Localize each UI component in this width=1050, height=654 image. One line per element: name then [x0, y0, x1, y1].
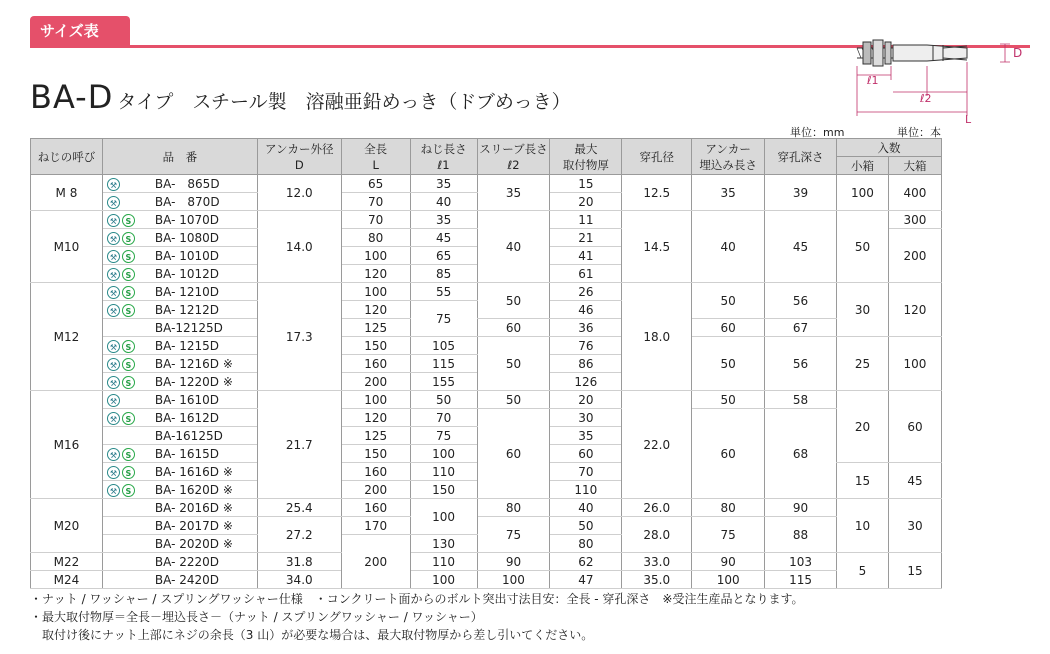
table-cell: 55	[410, 283, 477, 301]
table-cell: 25	[837, 337, 889, 391]
cell-part	[102, 481, 257, 499]
cell-part	[102, 301, 257, 319]
table-cell: 12.5	[622, 175, 692, 211]
blank-icon	[107, 520, 120, 533]
footnote-2: ・最大取付物厚＝全長－埋込長さ－（ナット / スプリングワッシャー / ワッシャー）	[30, 610, 483, 624]
cell-part	[102, 535, 257, 553]
table-cell: 76	[550, 337, 622, 355]
diagram-label-d: D	[1013, 46, 1023, 60]
table-cell: 90	[692, 553, 765, 571]
table-cell: 50	[550, 517, 622, 535]
table-cell: 65	[341, 175, 410, 193]
header-small: 小箱	[837, 157, 889, 175]
table-cell: 200	[341, 535, 410, 589]
unit-pieces: 単位：本	[897, 126, 941, 139]
part-number: BA- 1080D	[154, 230, 220, 245]
cell-part	[102, 571, 257, 589]
table-cell: 125	[341, 427, 410, 445]
table-cell: 75	[692, 517, 765, 553]
table-cell: 67	[765, 319, 837, 337]
table-cell: 35	[410, 211, 477, 229]
table-cell: M10	[31, 211, 103, 283]
table-cell: 47	[550, 571, 622, 589]
table-row	[31, 391, 942, 409]
table-cell: 26	[550, 283, 622, 301]
spring-washer-icon: S	[122, 286, 135, 299]
wrench-icon: ⚒	[107, 358, 120, 371]
table-row	[31, 553, 942, 571]
table-cell: 50	[692, 391, 765, 409]
part-number: BA- 1212D	[154, 302, 220, 317]
header-thread: ねじの呼び	[31, 139, 103, 175]
cell-part	[102, 265, 257, 283]
blank-icon	[122, 394, 135, 407]
table-row	[31, 175, 942, 193]
table-cell: 115	[410, 355, 477, 373]
diagram-label-L: L	[965, 113, 972, 125]
spring-washer-icon: S	[122, 412, 135, 425]
wrench-icon: ⚒	[107, 232, 120, 245]
cell-outer-d: 12.0	[257, 175, 341, 211]
cell-part	[102, 517, 257, 535]
header-sleeve: スリーブ長さ ℓ2	[477, 139, 550, 175]
table-cell: 75	[410, 427, 477, 445]
part-number: BA- 1610D	[154, 392, 220, 407]
cell-part	[102, 211, 257, 229]
unit-mm: 単位：mm	[790, 126, 845, 139]
header-max: 最大 取付物厚	[550, 139, 622, 175]
page-title	[30, 78, 571, 116]
table-cell: 115	[765, 571, 837, 589]
cell-part	[102, 283, 257, 301]
table-cell: 30	[888, 499, 941, 553]
table-cell: 65	[410, 247, 477, 265]
table-cell: 150	[341, 445, 410, 463]
table-cell: 100	[410, 445, 477, 463]
table-cell: 60	[550, 445, 622, 463]
table-cell: 50	[410, 391, 477, 409]
wrench-icon: ⚒	[107, 178, 120, 191]
part-number: BA- 1215D	[154, 338, 220, 353]
spring-washer-icon: S	[122, 250, 135, 263]
table-cell: 20	[837, 391, 889, 463]
table-row	[31, 571, 942, 589]
table-cell: 160	[341, 499, 410, 517]
table-cell: 27.2	[257, 517, 341, 553]
blank-icon	[107, 430, 120, 443]
table-cell: 126	[550, 373, 622, 391]
blank-icon	[122, 502, 135, 515]
table-cell: 105	[410, 337, 477, 355]
table-cell: 30	[550, 409, 622, 427]
table-cell: 50	[837, 211, 889, 283]
table-cell: 28.0	[622, 517, 692, 553]
table-cell: 40	[692, 211, 765, 283]
table-cell: 22.0	[622, 391, 692, 499]
table-cell: 100	[341, 283, 410, 301]
table-cell: 60	[477, 409, 550, 499]
spring-washer-icon: S	[122, 304, 135, 317]
part-number: BA- 1620D ※	[154, 482, 233, 497]
table-cell: 50	[692, 283, 765, 319]
spring-washer-icon: S	[122, 268, 135, 281]
header-total: 全長 L	[341, 139, 410, 175]
table-cell: 50	[477, 283, 550, 319]
header-outer-d: アンカー外径 D	[257, 139, 341, 175]
table-cell: 20	[550, 193, 622, 211]
table-cell: 155	[410, 373, 477, 391]
table-cell: 31.8	[257, 553, 341, 571]
cell-thread: M 8	[31, 175, 103, 211]
table-cell: 120	[341, 409, 410, 427]
blank-icon	[122, 574, 135, 587]
table-cell: 103	[765, 553, 837, 571]
table-cell: 10	[837, 499, 889, 553]
table-cell: 40	[550, 499, 622, 517]
footnotes	[30, 590, 804, 644]
table-cell: 75	[477, 517, 550, 553]
table-row	[31, 337, 942, 355]
table-cell: 15	[837, 463, 889, 499]
blank-icon	[122, 196, 135, 209]
table-cell: 45	[410, 229, 477, 247]
table-cell: 14.5	[622, 211, 692, 283]
table-cell: 60	[888, 391, 941, 463]
table-cell: 100	[888, 337, 941, 391]
table-cell: 40	[477, 211, 550, 283]
blank-icon	[122, 322, 135, 335]
table-cell: 35	[410, 175, 477, 193]
table-cell: 26.0	[622, 499, 692, 517]
table-cell: 35	[550, 427, 622, 445]
table-cell: 110	[550, 481, 622, 499]
wrench-icon: ⚒	[107, 376, 120, 389]
table-cell: 100	[341, 391, 410, 409]
table-cell: 80	[341, 229, 410, 247]
part-number: BA- 2016D ※	[154, 500, 233, 515]
wrench-icon: ⚒	[107, 340, 120, 353]
table-cell: 45	[888, 463, 941, 499]
anchor-diagram	[845, 30, 1045, 125]
blank-icon	[122, 556, 135, 569]
table-cell: 70	[341, 211, 410, 229]
table-cell: 88	[765, 517, 837, 553]
table-cell: 20	[550, 391, 622, 409]
table-cell: 100	[477, 571, 550, 589]
table-cell: 120	[341, 301, 410, 319]
table-row	[31, 319, 942, 337]
table-cell: 160	[341, 463, 410, 481]
cell-part	[102, 175, 257, 193]
blank-icon	[122, 430, 135, 443]
footnote-1: ・ナット / ワッシャー / スプリングワッシャー仕様 ・コンクリート面からのボルト突出寸法目安：全長 - 穿孔深さ ※受注生産品となります。	[30, 592, 804, 606]
cell-part	[102, 391, 257, 409]
table-cell: 18.0	[622, 283, 692, 391]
blank-icon	[107, 538, 120, 551]
table-cell: M12	[31, 283, 103, 391]
table-cell: 150	[410, 481, 477, 499]
table-cell: 17.3	[257, 283, 341, 391]
cell-part	[102, 499, 257, 517]
header-part: 品 番	[102, 139, 257, 175]
header-large: 大箱	[888, 157, 941, 175]
part-number: BA- 2020D ※	[154, 536, 233, 551]
table-cell: 200	[341, 373, 410, 391]
spring-washer-icon: S	[122, 448, 135, 461]
table-cell: 150	[341, 337, 410, 355]
table-cell: 200	[341, 481, 410, 499]
table-cell: 90	[765, 499, 837, 517]
table-cell: 70	[550, 463, 622, 481]
table-cell: 21.7	[257, 391, 341, 499]
part-number: BA- 1210D	[154, 284, 220, 299]
table-cell: 35.0	[622, 571, 692, 589]
table-cell: 60	[692, 319, 765, 337]
blank-icon	[122, 538, 135, 551]
part-number: BA-12125D	[154, 320, 223, 335]
spring-washer-icon: S	[122, 232, 135, 245]
wrench-icon: ⚒	[107, 412, 120, 425]
spring-washer-icon: S	[122, 340, 135, 353]
cell-part	[102, 247, 257, 265]
table-cell: 41	[550, 247, 622, 265]
table-cell: 80	[550, 535, 622, 553]
wrench-icon: ⚒	[107, 214, 120, 227]
cell-part	[102, 445, 257, 463]
table-cell: 60	[692, 409, 765, 499]
cell-part	[102, 319, 257, 337]
table-cell: 40	[410, 193, 477, 211]
table-cell: 46	[550, 301, 622, 319]
table-cell: 35	[477, 175, 550, 211]
spring-washer-icon: S	[122, 466, 135, 479]
table-cell: 100	[692, 571, 765, 589]
part-number: BA- 1615D	[154, 446, 220, 461]
table-cell: 45	[765, 211, 837, 283]
table-cell: 160	[341, 355, 410, 373]
table-cell: 39	[765, 175, 837, 211]
table-cell: 11	[550, 211, 622, 229]
table-row	[31, 517, 942, 535]
table-cell: 50	[477, 391, 550, 409]
cell-part	[102, 463, 257, 481]
wrench-icon: ⚒	[107, 304, 120, 317]
table-cell: 200	[888, 229, 941, 283]
table-cell: 110	[410, 553, 477, 571]
part-number: BA- 1216D ※	[154, 356, 233, 371]
wrench-icon: ⚒	[107, 268, 120, 281]
header-hole: 穿孔径	[622, 139, 692, 175]
table-row	[31, 211, 942, 229]
table-cell: 60	[477, 319, 550, 337]
table-cell: 100	[341, 247, 410, 265]
table-cell: 86	[550, 355, 622, 373]
table-cell: 56	[765, 337, 837, 391]
table-cell: M16	[31, 391, 103, 499]
part-number: BA- 1070D	[154, 212, 220, 227]
table-cell: 35	[692, 175, 765, 211]
part-number: BA- 1220D ※	[154, 374, 233, 389]
spring-washer-icon: S	[122, 358, 135, 371]
part-number: BA- 865D	[154, 176, 220, 191]
part-number: BA- 1612D	[154, 410, 220, 425]
table-cell: 300	[888, 211, 941, 229]
wrench-icon: ⚒	[107, 286, 120, 299]
header-depth: 穿孔深さ	[765, 139, 837, 175]
wrench-icon: ⚒	[107, 394, 120, 407]
section-tab-label: サイズ表	[30, 16, 130, 46]
table-cell: 33.0	[622, 553, 692, 571]
table-cell: 34.0	[257, 571, 341, 589]
wrench-icon: ⚒	[107, 250, 120, 263]
wrench-icon: ⚒	[107, 448, 120, 461]
table-cell: M22	[31, 553, 103, 571]
table-cell: 21	[550, 229, 622, 247]
cell-part	[102, 355, 257, 373]
table-cell: 100	[410, 499, 477, 535]
blank-icon	[107, 574, 120, 587]
title-subtitle: タイプ スチール製 溶融亜鉛めっき（ドブめっき）	[117, 91, 571, 113]
part-number: BA- 2017D ※	[154, 518, 233, 533]
table-cell: 125	[341, 319, 410, 337]
table-cell: 61	[550, 265, 622, 283]
part-number: BA- 870D	[154, 194, 220, 209]
table-cell: 120	[888, 283, 941, 337]
spring-washer-icon: S	[122, 376, 135, 389]
cell-part	[102, 193, 257, 211]
table-cell: 120	[341, 265, 410, 283]
table-row	[31, 499, 942, 517]
table-cell: 36	[550, 319, 622, 337]
table-cell: 85	[410, 265, 477, 283]
table-cell: 70	[341, 193, 410, 211]
title-main: BA-D	[30, 78, 114, 116]
part-number: BA-16125D	[154, 428, 223, 443]
blank-icon	[107, 502, 120, 515]
cell-part	[102, 553, 257, 571]
cell-part	[102, 409, 257, 427]
cell-part	[102, 337, 257, 355]
table-cell: 58	[765, 391, 837, 409]
table-cell: 80	[692, 499, 765, 517]
table-cell: 5	[837, 553, 889, 589]
table-cell: 80	[477, 499, 550, 517]
cell-part	[102, 229, 257, 247]
table-cell: M20	[31, 499, 103, 553]
table-cell: 100	[837, 175, 889, 211]
table-cell: 400	[888, 175, 941, 211]
table-cell: 14.0	[257, 211, 341, 283]
part-number: BA- 2220D	[154, 554, 220, 569]
blank-icon	[107, 322, 120, 335]
blank-icon	[122, 178, 135, 191]
wrench-icon: ⚒	[107, 196, 120, 209]
table-cell: 50	[692, 337, 765, 391]
header-qty: 入数	[837, 139, 942, 157]
part-number: BA- 1616D ※	[154, 464, 233, 479]
table-cell: 75	[410, 301, 477, 337]
spring-washer-icon: S	[122, 484, 135, 497]
part-number: BA- 1010D	[154, 248, 220, 263]
table-cell: 62	[550, 553, 622, 571]
table-row	[31, 409, 942, 427]
table-cell: 56	[765, 283, 837, 319]
table-row	[31, 283, 942, 301]
spring-washer-icon: S	[122, 214, 135, 227]
table-cell: 130	[410, 535, 477, 553]
header-embed: アンカー 埋込み長さ	[692, 139, 765, 175]
cell-part	[102, 427, 257, 445]
table-cell: M24	[31, 571, 103, 589]
table-cell: 170	[341, 517, 410, 535]
table-cell: 15	[888, 553, 941, 589]
table-cell: 68	[765, 409, 837, 499]
header-screw: ねじ長さ ℓ1	[410, 139, 477, 175]
cell-part	[102, 373, 257, 391]
size-table	[30, 138, 942, 589]
blank-icon	[122, 520, 135, 533]
footnote-3: 取付け後にナット上部にネジの余長（3 山）が必要な場合は、最大取付物厚から差し引いてください。	[30, 628, 594, 642]
table-cell: 70	[410, 409, 477, 427]
table-cell: 100	[410, 571, 477, 589]
wrench-icon: ⚒	[107, 466, 120, 479]
table-cell: 25.4	[257, 499, 341, 517]
table-cell: 15	[550, 175, 622, 193]
wrench-icon: ⚒	[107, 484, 120, 497]
diagram-label-l1: ℓ1	[867, 74, 879, 87]
table-cell: 50	[477, 337, 550, 391]
diagram-label-l2: ℓ2	[920, 92, 932, 105]
part-number: BA- 1012D	[154, 266, 220, 281]
blank-icon	[107, 556, 120, 569]
table-cell: 90	[477, 553, 550, 571]
part-number: BA- 2420D	[154, 572, 220, 587]
table-cell: 110	[410, 463, 477, 481]
table-cell: 30	[837, 283, 889, 337]
